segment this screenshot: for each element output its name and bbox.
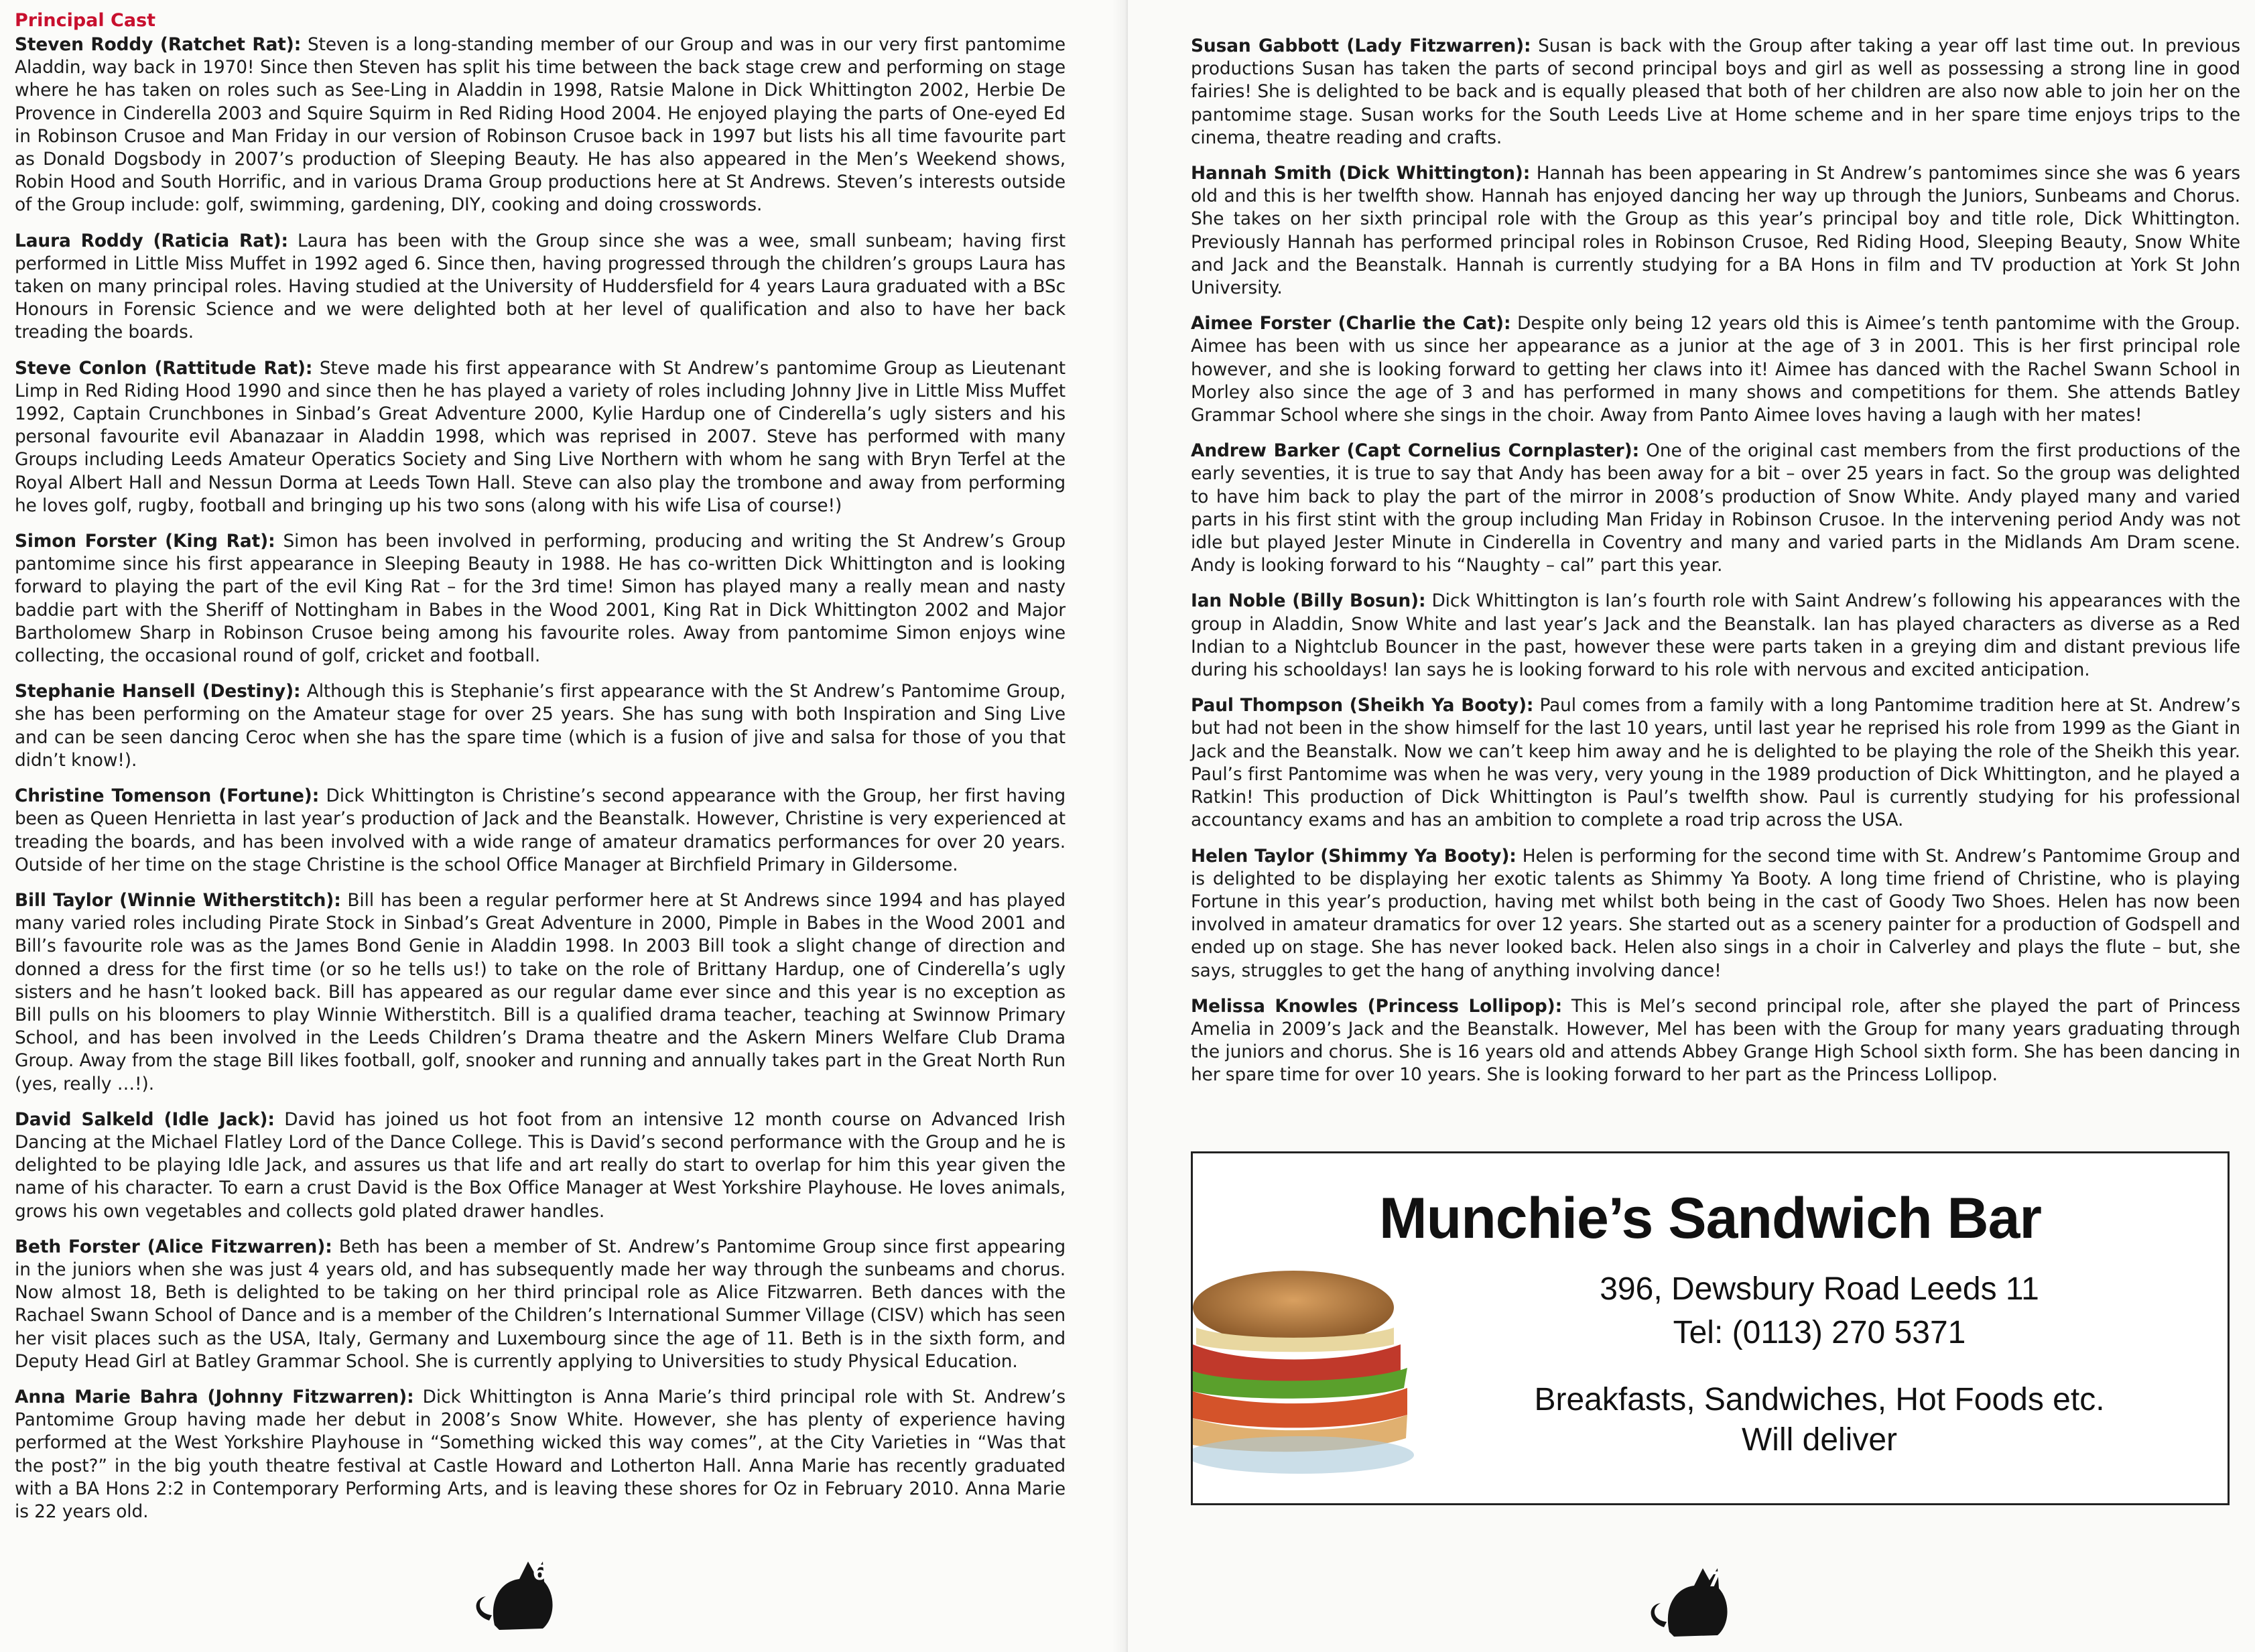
cast-member-bio: One of the original cast members from the first productions of the early seventies, it is true to say that Andy has been away for a bit – over 25 years in fact. So the group was delighted to have him back to play the part of the mirror in 2008’s production of Snow White. Andy played many and varied parts in his first stint with the group including Man Friday in Robinson Crusoe. In the intervening period Andy was not idle but played Jester Minute in Cinderella in Coventry and many and varied parts in the Midlands Am Dram scene. Andy is looking forward to his “Naughty – cal” part this year. bbox=[1191, 440, 2240, 576]
cast-member-bio: Simon has been involved in performing, producing and writing the St Andrew’s Group pantomime since his first appearance in Sleeping Beauty in 1988. He has co-written Dick Whittington and is looking forward to playing the part of the evil King Rat – for the 3rd time! Simon has played many a really mean and nasty baddie part with the Sheriff of Nottingham in Babes in the Wood 2001, King Rat in Dick Whittington 2002 and Major Bartholomew Sharp in Robinson Crusoe being among his favourite roles. Away from pantomime Simon enjoys wine collecting, the occasional round of golf, cricket and football. bbox=[15, 531, 1066, 667]
cast-bio bbox=[15, 34, 1066, 217]
cast-member-name: Helen Taylor (Shimmy Ya Booty): bbox=[1191, 845, 1517, 867]
cast-member-bio: Helen is performing for the second time with St. Andrew’s Pantomime Group and is delighted to be displaying her exotic talents as Shimmy Ya Booty. A long time friend of Christine, who is playing Fortune in this year’s production, having met whilst both being in the cast of Goody Two Shoes. Helen has now been involved in amateur dramatics for over 12 years. She started out as a scenery painter for a production of Godspell and ended up on stage. She has never looked back. Helen also sings in a choir in Calverley and plays the flute – but, she says, struggles to get the hang of anything involving dance! bbox=[1191, 845, 2240, 981]
cast-member-name: Anna Marie Bahra (Johnny Fitzwarren): bbox=[15, 1386, 414, 1407]
cast-bio bbox=[1191, 440, 2240, 577]
cast-member-bio: Dick Whittington is Christine’s second appearance with the Group, her first having been as Queen Henrietta in last year’s production of Jack and the Beanstalk. However, Christine is very experienced at treading the boards, and has been involved with a wide range of amateur dramatics performances for over 20 years. Outside of her time on the stage Christine is the school Office Manager at Birchfield Primary in Gildersome. bbox=[15, 785, 1066, 875]
cast-bio bbox=[1191, 35, 2240, 149]
advert-offer: Breakfasts, Sandwiches, Hot Foods etc. bbox=[1534, 1382, 2105, 1417]
cast-member-bio: Despite only being 12 years old this is Aimee’s tenth pantomime with the Group. Aimee has been with us since her appearance as a junior at the age of 3 in 2001. This is her first principal role however, and she is looking forward to getting her claws into it! Aimee has danced with the Rachel Swann School in Morley also since the age of 3 and has performed in many shows and competitions for them. She attends Batley Grammar School where she sings in the choir. Away from Panto Aimee loves having a laugh with her mates! bbox=[1191, 313, 2240, 426]
cast-bio bbox=[15, 1108, 1066, 1223]
cast-member-bio: Dick Whittington is Ian’s fourth role with Saint Andrew’s following his appearances with the group in Aladdin, Snow White and last year’s Jack and the Beanstalk. Ian has played characters as diverse as a Red Indian to a Nightclub Bouncer in the past, however these were parts taken in a greying dim and distant previous life during his schooldays! Ian says he is looking forward to his role with nervous and excited anticipation. bbox=[1191, 590, 2241, 681]
left-cast-list bbox=[15, 34, 1066, 1523]
cast-bio bbox=[1191, 694, 2240, 832]
cast-bio bbox=[15, 680, 1066, 772]
cast-member-name: Simon Forster (King Rat): bbox=[15, 531, 275, 552]
cast-member-name: Steven Roddy (Ratchet Rat): bbox=[15, 34, 302, 55]
cast-member-bio: Laura has been with the Group since she was a wee, small sunbeam; having first performed in Little Miss Muffet in 1992 aged 6. Since then, having progressed through the children’s groups Laura has taken on many principal roles. Having studied at the University of Huddersfield for 4 years Laura graduated with a BSc Honours in Forensic Science and we were delighted both at her level of qualification and also to have her back treading the boards. bbox=[15, 230, 1066, 343]
cast-member-name: Melissa Knowles (Princess Lollipop): bbox=[1191, 995, 1563, 1017]
cast-bio bbox=[1191, 995, 2240, 1087]
cast-member-bio: David has joined us hot foot from an intensive 12 month course on Advanced Irish Dancing at the Michael Flatley Lord of the Dance College. This is David’s second performance with the Group and he is delighted to be playing Idle Jack, and assures us that life and art really do start to overlap for him this year given the name of his character. To earn a crust David is the Box Office Manager at West Yorkshire Playhouse. He loves animals, grows his own vegetables and collects gold plated drawer handles. bbox=[15, 1108, 1066, 1222]
cast-bio bbox=[15, 1236, 1066, 1373]
cast-member-name: Hannah Smith (Dick Whittington): bbox=[1191, 163, 1531, 184]
sandwich-bar-advert bbox=[1191, 1151, 2230, 1505]
section-heading: Principal Cast bbox=[15, 10, 156, 31]
cast-member-name: Bill Taylor (Winnie Witherstitch): bbox=[15, 889, 341, 911]
cast-bio bbox=[1191, 845, 2240, 982]
cast-member-bio: Bill has been a regular performer here at St Andrews since 1994 and has played many varied roles including Pirate Stock in Sinbad’s Great Adventure in 2000, Pimple in Babes in the Wood 2001 and Bill’s favourite role was as the James Bond Genie in Aladdin 1998. In 2003 Bill took a slight change of direction and donned a dress for the first time (or so he tells us!) to take on the role of Brittany Hardup, one of Cinderella’s ugly sisters and he hasn’t looked back. Bill has appeared as our regular dame ever since and this year is no exception as Bill pulls on his bloomers to play Winnie Witherstitch. Bill is a qualified drama teacher, teaching at Swinnow Primary School, and has been involved in the Leeds Children’s Drama theatre and the Askern Miners Welfare Club Drama Group. Away from the stage Bill likes football, golf, snooker and running and annually takes part in the Great North Run (yes, really …!). bbox=[15, 889, 1066, 1094]
advert-phone: Tel: (0113) 270 5371 bbox=[1673, 1315, 1966, 1350]
cast-member-bio: Beth has been a member of St. Andrew’s Pantomime Group since first appearing in the juniors when she was just 4 years old, and has subsequently made her way through the sunbeams and chorus. Now almost 18, Beth is delighted to be taking on her third principal role as Alice Fitzwarren. Beth dances with the Rachael Swann School of Dance and is a member of the Children’s International Summer Village (CISV) which has seen her visit places such as the USA, Italy, Germany and Luxembourg since the age of 11. Beth is in the sixth form, and Deputy Head Girl at Batley Grammar School. She is currently applying to Universities to study Physical Education. bbox=[15, 1236, 1066, 1372]
cast-member-bio: Hannah has been appearing in St Andrew’s pantomimes since she was 6 years old and this is her twelfth show. Hannah has enjoyed dancing her way up through the Juniors, Sunbeams and Chorus. She takes on her sixth principal role with the Group as this year’s principal boy and title role, Dick Whittington. Previously Hannah has performed principal roles in Robinson Crusoe, Red Riding Hood, Sleeping Beauty, Snow White and Jack and the Beanstalk. Hannah is currently studying for a BA Hons in film and TV production at York St John University. bbox=[1191, 163, 2240, 299]
cast-member-name: David Salkeld (Idle Jack): bbox=[15, 1108, 275, 1130]
advert-title: Munchie’s Sandwich Bar bbox=[1379, 1186, 2041, 1251]
cast-bio bbox=[1191, 312, 2240, 427]
cast-member-bio: This is Mel’s second principal role, after she played the part of Princess Amelia in 2009’s Jack and the Beanstalk. However, Mel has been with the Group for many years graduating through the juniors and chorus. She is 16 years old and attends Abbey Grange High School sixth form. She has been dancing in her spare time for over 10 years. She is looking forward to her part as the Princess Lollipop. bbox=[1191, 995, 2241, 1086]
cast-member-name: Aimee Forster (Charlie the Cat): bbox=[1191, 313, 1511, 334]
cast-bio bbox=[15, 889, 1066, 1096]
cast-bio bbox=[1191, 590, 2240, 682]
cast-bio bbox=[15, 785, 1066, 877]
cast-member-bio: Although this is Stephanie’s first appearance with the St Andrew’s Pantomime Group, she has been performing on the Amateur stage for over 25 years. She has sung with both Inspiration and Sing Live and can be seen dancing Ceroc when she has the spare time (which is a fusion of jive and salsa for those of you that didn’t know!). bbox=[15, 681, 1066, 771]
page-number: 6 bbox=[532, 1562, 547, 1585]
left-column bbox=[15, 9, 1066, 1536]
cast-member-name: Susan Gabbott (Lady Fitzwarren): bbox=[1191, 36, 1531, 56]
cast-member-name: Andrew Barker (Capt Cornelius Cornplaster): bbox=[1191, 440, 1640, 462]
cast-bio bbox=[15, 530, 1066, 668]
cast-member-name: Laura Roddy (Raticia Rat): bbox=[15, 230, 288, 251]
cast-member-name: Paul Thompson (Sheikh Ya Booty): bbox=[1191, 695, 1534, 716]
right-cast-list bbox=[1191, 35, 2240, 1087]
cast-member-name: Beth Forster (Alice Fitzwarren): bbox=[15, 1236, 332, 1257]
page-number: 7 bbox=[1707, 1568, 1722, 1592]
sandwich-image bbox=[1193, 1254, 1421, 1482]
black-cat-icon bbox=[1644, 1541, 1744, 1642]
cast-member-bio: Steven is a long-standing member of our Group and was in our very first pantomime Aladdin, way back in 1970! Since then Steven has split his time between the back stage crew and performing on stage where he has taken on roles such as See-Ling in Aladdin in 1998, Ratsie Malone in Dick Whittington 2002, Herbie De Provence in Cinderella 2003 and Squire Squirm in Red Riding Hood 2004. He enjoyed playing the parts of One-eyed Ed in Robinson Crusoe and Man Friday in our version of Robinson Crusoe back in 1997 but lists his all time favourite part as Donald Dogsbody in 2007’s production of Sleeping Beauty. He has also appeared in the Men’s Weekend shows, Robin Hood and South Horrific, and in various Drama Group productions here at St Andrews. Steven’s interests outside of the Group include: golf, swimming, gardening, DIY, cooking and doing crosswords. bbox=[15, 34, 1066, 216]
cast-member-name: Stephanie Hansell (Destiny): bbox=[15, 681, 301, 702]
cast-member-name: Ian Noble (Billy Bosun): bbox=[1191, 590, 1426, 612]
cast-bio bbox=[15, 357, 1066, 517]
cast-member-bio: Steve made his first appearance with St Andrew’s pantomime Group as Lieutenant Limp in Red Riding Hood 1990 and since then he has played a variety of roles including Johnny Jive in Little Miss Muffet 1992, Captain Crunchbones in Sinbad’s Great Adventure 2000, Kylie Hardup one of Cinderella’s ugly sisters and his personal favourite evil Abanazaar in Aladdin 1998, which was reprised in 2007. Steve has performed with many Groups including Leeds Amateur Operatics Society and Sing Live Northern with whom he sang with Bryn Terfel at the Royal Albert Hall and Nessun Dorma at Leeds Town Hall. Steve can also play the trombone and away from performing he loves golf, rugby, football and bringing up his two sons (along with his wife Lisa of course!) bbox=[15, 357, 1066, 516]
advert-address: 396, Dewsbury Road Leeds 11 bbox=[1600, 1271, 2039, 1307]
advert-delivery: Will deliver bbox=[1741, 1422, 1898, 1458]
right-column bbox=[1191, 9, 2240, 1100]
cast-member-bio: Susan is back with the Group after taking a year off last time out. In previous productions Susan has taken the parts of second principal boys and girl as well as possessing a strong line in good fairies! She is delighted to be back and is equally pleased that both of her children are also now able to join her on the pantomime stage. Susan works for the South Leeds Live at Home scheme and in her spare time enjoys trips to the cinema, theatre reading and crafts. bbox=[1191, 36, 2240, 148]
right-page bbox=[1128, 0, 2255, 1652]
cast-member-bio: Dick Whittington is Anna Marie’s third principal role with St. Andrew’s Pantomime Group having made her debut in 2008’s Snow White. However, she has plenty of experience having performed at the West Yorkshire Playhouse in “Something wicked this way comes”, at the City Varieties in “Was that the post?” in the big youth theatre festival at Castle Howard and Lotherton Hall. Anna Marie has recently graduated with a BA Hons 2:2 in Contemporary Performing Arts, and is leaving these shores for Oz in February 2010. Anna Marie is 22 years old. bbox=[15, 1386, 1066, 1522]
cast-bio bbox=[15, 230, 1066, 344]
black-cat-icon bbox=[469, 1535, 570, 1635]
cast-bio bbox=[15, 1386, 1066, 1523]
cast-member-name: Christine Tomenson (Fortune): bbox=[15, 785, 320, 807]
cast-member-name: Steve Conlon (Rattitude Rat): bbox=[15, 357, 313, 379]
cast-bio bbox=[1191, 162, 2240, 300]
cast-member-bio: Paul comes from a family with a long Pantomime tradition here at St. Andrew’s but had not been in the show himself for the last 10 years, until last year he reprised his role from 1999 as the Giant in Jack and the Beanstalk. Now we can’t keep him away and he is delighted to be playing the role of the Sheikh this year. Paul’s first Pantomime was when he was very, very young in the 1989 production of Dick Whittington, and he played a Ratkin! This production of Dick Whittington is Paul’s twelfth show. Paul is currently studying for his professional accountancy exams and has an ambition to complete a road trip across the USA. bbox=[1191, 695, 2240, 831]
